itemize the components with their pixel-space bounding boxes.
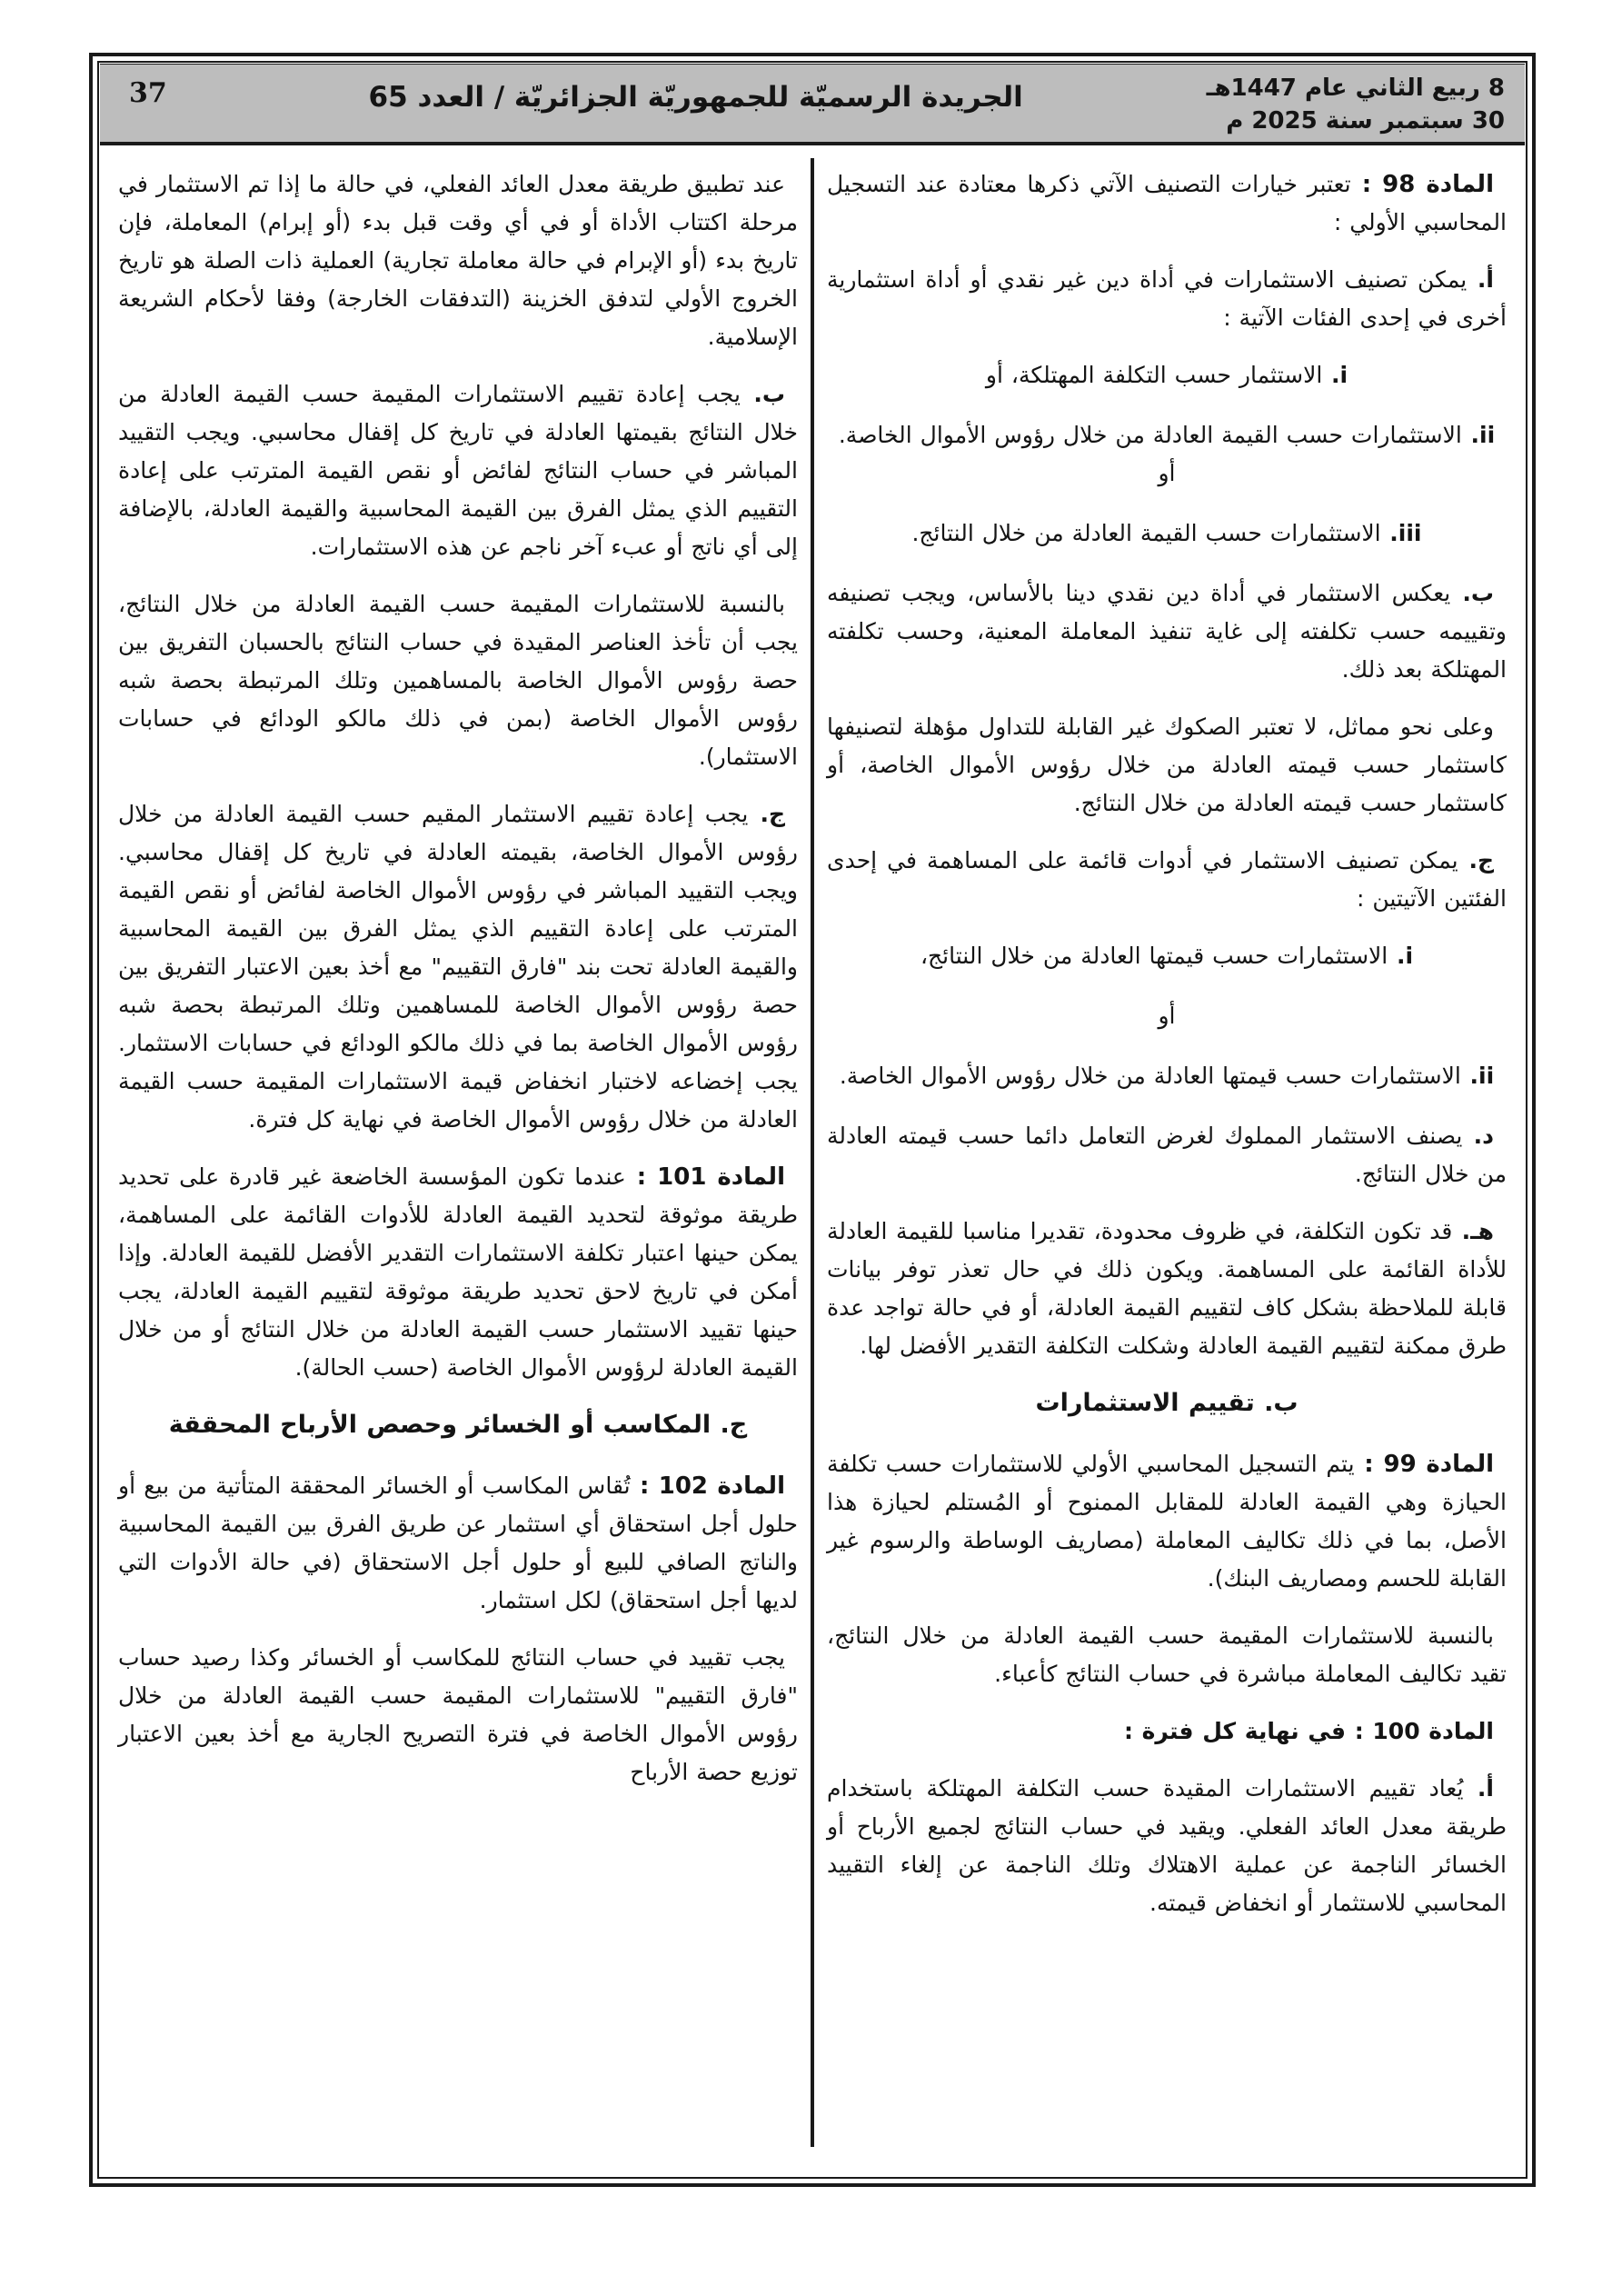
paragraph: ج. يمكن تصنيف الاستثمار في أدوات قائمة على المساهمة في إحدى الفئتين الآتيتين :	[827, 847, 1507, 912]
content-columns	[100, 145, 1525, 2176]
paragraph-lead: أ.	[1463, 1775, 1494, 1802]
paragraph: بالنسبة للاستثمارات المقيمة حسب القيمة العادلة من خلال النتائج، يجب أن تأخذ العناصر المقيدة في حساب النتائج بالحسبان التفريق بين حصة رؤوس الأموال الخاصة بالمساهمين وتلك المرتبطة بحصة شبه رؤوس الأموال الخاصة (بمن في ذلك مالكو الودائع في حسابات الاستثمار).	[118, 591, 798, 770]
paragraph: i. الاستثمارات حسب قيمتها العادلة من خلال النتائج،	[920, 943, 1414, 969]
paragraph-lead: المادة 99 :	[1354, 1451, 1494, 1478]
paragraph-lead: د.	[1462, 1123, 1494, 1149]
paragraph: أو	[1158, 1003, 1176, 1029]
paragraph: ii. الاستثمارات حسب قيمتها العادلة من خلال رؤوس الأموال الخاصة.	[839, 1063, 1495, 1089]
paragraph: i. الاستثمار حسب التكلفة المهتلكة، أو	[985, 362, 1348, 388]
paragraph: عند تطبيق طريقة معدل العائد الفعلي، في حالة ما إذا تم الاستثمار في مرحلة اكتتاب الأداة أو في أي وقت قبل بدء (أو إبرام) المعاملة، فإن تاريخ بدء (أو الإبرام في حالة معاملة تجارية) العملية ذات الصلة هو تاريخ الخروج الأولي لتدفق الخزينة (التدفقات الخارجة) وفقا لأحكام الشريعة الإسلامية.	[118, 171, 798, 350]
paragraph: ج. يجب إعادة تقييم الاستثمار المقيم حسب القيمة العادلة من خلال رؤوس الأموال الخاصة، بقيمته العادلة في تاريخ كل إقفال محاسبي. ويجب التقييد المباشر في رؤوس الأموال الخاصة لفائض أو نقص القيمة المترتب على إعادة التقييم الذي يمثل الفرق بين القيمة المحاسبية والقيمة العادلة تحت بند "فارق التقييم" مع أخذ بعين الاعتبار التفريق بين حصة رؤوس الأموال الخاصة للمساهمين وتلك المرتبطة بحصة شبه رؤوس الأموال الخاصة بما في ذلك مالكو الودائع في حسابات الاستثمار. يجب إخضاعه لاختبار انخفاض قيمة الاستثمارات المقيمة حسب القيمة العادلة من خلال رؤوس الأموال الخاصة في نهاية كل فترة.	[118, 801, 798, 1133]
paragraph: iii. الاستثمارات حسب القيمة العادلة من خلال النتائج.	[911, 520, 1422, 546]
paragraph-lead: ب.	[740, 381, 785, 407]
paragraph: المادة 98 : تعتبر خيارات التصنيف الآتي ذكرها معتادة عند التسجيل المحاسبي الأولي :	[827, 171, 1507, 235]
paragraph: بالنسبة للاستثمارات المقيمة حسب القيمة العادلة من خلال النتائج، تقيد تكاليف المعاملة مباشرة في حساب النتائج كأعباء.	[827, 1622, 1507, 1687]
paragraph-lead: أ.	[1467, 266, 1494, 293]
section-heading: ب. تقييم الاستثمارات	[1035, 1389, 1299, 1417]
gazette-title: الجريدة الرسميّة للجمهوريّة الجزائريّة / العدد 65	[368, 81, 1023, 114]
page-frame	[89, 53, 1536, 2187]
paragraph: المادة 99 : يتم التسجيل المحاسبي الأولي للاستثمارات حسب تكلفة الحيازة وهي القيمة العادلة للمقابل الممنوح أو المُستلم لحيازة هذا الأصل، بما في ذلك تكاليف المعاملة (مصاريف الوساطة والرسوم غير القابلة للحسم ومصاريف البنك).	[827, 1451, 1507, 1592]
column-right	[816, 158, 1518, 2176]
paragraph-lead: ج.	[1458, 847, 1494, 873]
page-number: 37	[129, 77, 167, 109]
paragraph-lead: ii.	[1460, 1063, 1495, 1089]
paragraph: يجب تقييد في حساب النتائج للمكاسب أو الخسائر وكذا رصيد حساب "فارق التقييم" للاستثمارات المقيمة حسب القيمة العادلة من خلال رؤوس الأموال الخاصة في فترة التصريح الجارية مع أخذ بعين الاعتبار توزيع حصة الأرباح	[118, 1644, 798, 1785]
paragraph-lead: هـ.	[1452, 1218, 1494, 1244]
paragraph-lead: i.	[1388, 943, 1414, 969]
page-frame-inner	[100, 64, 1525, 2176]
paragraph: ii. الاستثمارات حسب القيمة العادلة من خلال رؤوس الأموال الخاصة. أو	[838, 422, 1496, 486]
paragraph-lead: iii.	[1380, 520, 1422, 546]
paragraph: المادة 102 : تُقاس المكاسب أو الخسائر المحققة المتأتية من بيع أو حلول أجل استحقاق أي استثمار عن طريق الفرق بين القيمة المحاسبية والناتج الصافي للبيع أو حلول أجل الاستحقاق (في حالة الأدوات التي لديها أجل استحقاق) لكل استثمار.	[118, 1472, 798, 1613]
paragraph-lead: i.	[1322, 362, 1348, 388]
paragraph: المادة 101 : عندما تكون المؤسسة الخاضعة غير قادرة على تحديد طريقة موثوقة لتحديد القيمة العادلة للأدوات القائمة على المساهمة، يمكن حينها اعتبار تكلفة الاستثمارات التقدير الأفضل للقيمة العادلة. وإذا أمكن في تاريخ لاحق تحديد طريقة موثوقة لتقييم القيمة العادلة، يجب حينها تقييد الاستثمار حسب القيمة العادلة من خلال النتائج أو من خلال القيمة العادلة لرؤوس الأموال الخاصة (حسب الحالة).	[118, 1163, 798, 1381]
paragraph: وعلى نحو مماثل، لا تعتبر الصكوك غير القابلة للتداول مؤهلة لتصنيفها كاستثمار حسب قيمته العادلة من خلال رؤوس الأموال الخاصة، أو كاستثمار حسب قيمته العادلة من خلال النتائج.	[827, 714, 1507, 816]
paragraph-lead: ج.	[748, 801, 786, 827]
paragraph: د. يصنف الاستثمار المملوك لغرض التعامل دائما حسب قيمته العادلة من خلال النتائج.	[827, 1123, 1507, 1187]
paragraph-lead: المادة 102 :	[630, 1472, 785, 1500]
header-dates	[1198, 72, 1505, 137]
paragraph: هـ. قد تكون التكلفة، في ظروف محدودة، تقديرا مناسبا للقيمة العادلة للأداة القائمة على المساهمة. ويكون ذلك في حال تعذر توفر بيانات قابلة للملاحظة بشكل كاف لتقييم القيمة العادلة، أو في حالة تواجد عدة طرق ممكنة لتقييم القيمة العادلة وشكلت التكلفة التقدير الأفضل لها.	[827, 1218, 1507, 1359]
section-heading: ج. المكاسب أو الخسائر وحصص الأرباح المحققة	[168, 1411, 748, 1439]
paragraph-lead: ب.	[1450, 580, 1495, 606]
column-divider	[811, 158, 814, 2147]
column-left	[107, 158, 809, 2176]
paragraph-lead: ii.	[1461, 422, 1496, 448]
header-band	[100, 64, 1525, 145]
hijri-date: 8 ربيع الثاني عام 1447هـ	[1206, 75, 1505, 102]
paragraph: المادة 100 : في نهاية كل فترة :	[1123, 1718, 1494, 1744]
paragraph-lead: المادة 98 :	[1350, 171, 1494, 198]
paragraph: أ. يمكن تصنيف الاستثمارات في أداة دين غير نقدي أو أداة استثمارية أخرى في إحدى الفئات الآتية :	[827, 266, 1507, 331]
paragraph: ب. يجب إعادة تقييم الاستثمارات المقيمة حسب القيمة العادلة من خلال النتائج بقيمتها العادلة في تاريخ كل إقفال محاسبي. ويجب التقييد المباشر في حساب النتائج لفائض أو نقص القيمة المترتب على إعادة التقييم الذي يمثل الفرق بين القيمة المحاسبية والقيمة العادلة، بالإضافة إلى أي ناتج أو عبء آخر ناجم عن هذه الاستثمارات.	[118, 381, 798, 560]
paragraph-lead: المادة 100 :	[1346, 1718, 1494, 1744]
gregorian-date: 30 سبتمبر سنة 2025 م	[1226, 107, 1505, 135]
paragraph: أ. يُعاد تقييم الاستثمارات المقيدة حسب التكلفة المهتلكة باستخدام طريقة معدل العائد الفعلي. ويقيد في حساب النتائج لجميع الأرباح أو الخسائر الناجمة عن عملية الاهتلاك وتلك الناجمة عن إلغاء التقييد المحاسبي للاستثمار أو انخفاض قيمته.	[827, 1775, 1507, 1916]
paragraph: ب. يعكس الاستثمار في أداة دين نقدي دينا بالأساس، ويجب تصنيفه وتقييمه حسب تكلفته إلى غاية تنفيذ المعاملة المعنية، وحسب تكلفته المهتلكة بعد ذلك.	[827, 580, 1507, 683]
paragraph-lead: المادة 101 :	[625, 1163, 785, 1191]
